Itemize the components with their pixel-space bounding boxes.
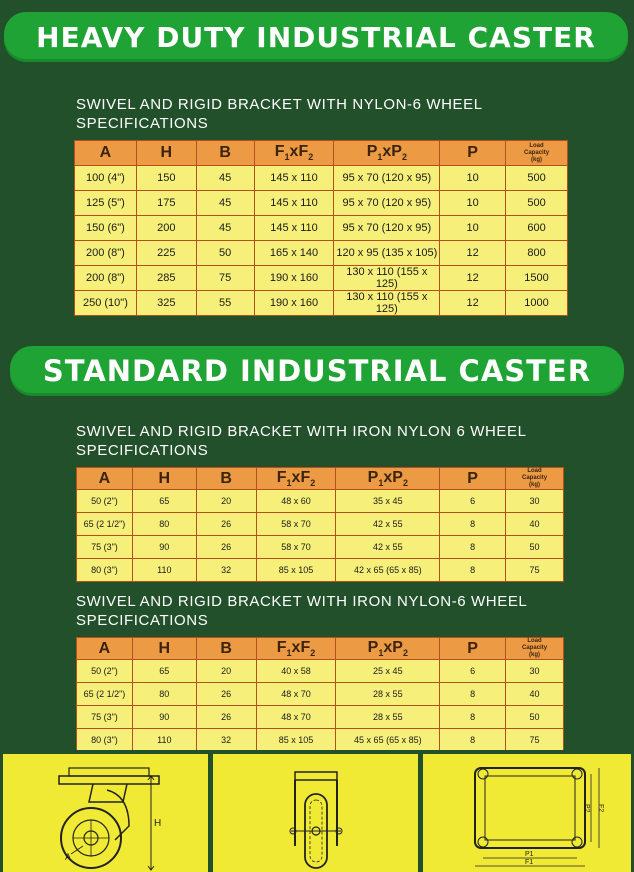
header-x-label: x	[383, 638, 393, 656]
table-cell: 32	[196, 729, 256, 752]
table-cell: 600	[506, 216, 568, 241]
table-cell: 200 (8")	[75, 266, 137, 291]
table-cell: 150	[136, 166, 196, 191]
section2-subtitle	[76, 422, 527, 460]
header-p1-sub: 1	[378, 648, 384, 659]
table-cell: 85 x 105	[256, 729, 336, 752]
table-row	[77, 729, 564, 752]
table-cell: 42 x 55	[336, 536, 440, 559]
table-cell: 8	[440, 729, 506, 752]
table-cell: 75 (3")	[77, 706, 133, 729]
header-cap1: Load	[527, 638, 542, 644]
header-col-capacity	[506, 141, 568, 166]
header-col-h: H	[132, 638, 196, 660]
header-f-label-2: F	[298, 143, 309, 161]
header-x-label: x	[291, 468, 301, 486]
header-p-label: P	[367, 468, 379, 486]
header-p1-sub: 1	[378, 478, 384, 489]
heavy-duty-spec-table	[74, 140, 568, 316]
header-f2-sub: 2	[310, 648, 316, 659]
table-cell: 75	[196, 266, 254, 291]
table-cell: 6	[440, 490, 506, 513]
header-col-b: B	[196, 638, 256, 660]
table-cell: 20	[196, 660, 256, 683]
table-cell: 225	[136, 241, 196, 266]
table-cell: 6	[440, 660, 506, 683]
table-cell: 10	[440, 216, 506, 241]
table-cell: 500	[506, 166, 568, 191]
table-cell: 50	[506, 706, 564, 729]
top-plate-diagram	[423, 754, 631, 872]
table-cell: 120 x 95 (135 x 105)	[334, 241, 440, 266]
table-cell: 165 x 140	[254, 241, 334, 266]
header-col-f	[256, 468, 336, 490]
header-p2-sub: 2	[401, 152, 407, 163]
table-cell: 45	[196, 166, 254, 191]
table-header	[77, 468, 564, 490]
standard-banner: STANDARD INDUSTRIAL CASTER	[10, 346, 624, 396]
table-cell: 35 x 45	[336, 490, 440, 513]
table-cell: 58 x 70	[256, 513, 336, 536]
table-cell: 40	[506, 513, 564, 536]
header-col-b: B	[196, 468, 256, 490]
header-cap1: Load	[529, 142, 544, 149]
table-cell: 42 x 65 (65 x 85)	[336, 559, 440, 582]
table-cell: 75	[506, 729, 564, 752]
table-cell: 90	[132, 536, 196, 559]
header-cap3: (kg)	[529, 482, 541, 488]
table-cell: 8	[440, 536, 506, 559]
table-cell: 500	[506, 191, 568, 216]
table-cell: 50 (2")	[77, 660, 133, 683]
table-cell: 80 (3")	[77, 729, 133, 752]
header-x-label: x	[289, 143, 299, 161]
header-col-p: P	[440, 141, 506, 166]
header-cap2: Capacity	[524, 149, 550, 156]
header-col-p1p2	[336, 468, 440, 490]
header-col-b: B	[196, 141, 254, 166]
header-x-label: x	[291, 638, 301, 656]
header-col-a: A	[77, 468, 133, 490]
header-col-capacity	[506, 468, 564, 490]
table-row	[75, 191, 568, 216]
table-cell: 45 x 65 (65 x 85)	[336, 729, 440, 752]
header-f-label-2: F	[300, 468, 311, 486]
table-cell: 325	[136, 291, 196, 316]
header-x-label: x	[382, 143, 392, 161]
table-cell: 58 x 70	[256, 536, 336, 559]
header-row	[77, 638, 564, 660]
header-p2-sub: 2	[402, 478, 408, 489]
table-row	[77, 660, 564, 683]
swivel-caster-diagram	[3, 754, 208, 872]
table-cell: 145 x 110	[254, 216, 334, 241]
header-f2-sub: 2	[308, 152, 314, 163]
table-row	[77, 683, 564, 706]
header-col-h: H	[136, 141, 196, 166]
table-cell: 45	[196, 191, 254, 216]
diagram-label-p2: P2	[583, 804, 590, 813]
table-cell: 30	[506, 490, 564, 513]
table-cell: 26	[196, 706, 256, 729]
table-cell: 8	[440, 513, 506, 536]
table-cell: 55	[196, 291, 254, 316]
table-cell: 130 x 110 (155 x 125)	[334, 266, 440, 291]
table-header	[77, 638, 564, 660]
header-col-h: H	[132, 468, 196, 490]
header-col-p1p2	[334, 141, 440, 166]
table-cell: 48 x 60	[256, 490, 336, 513]
header-p-label: P	[366, 143, 378, 161]
header-cap3: (kg)	[529, 652, 541, 658]
header-f1-sub: 1	[284, 152, 290, 163]
table-cell: 65	[132, 490, 196, 513]
table-cell: 95 x 70 (120 x 95)	[334, 216, 440, 241]
table-body	[77, 660, 564, 752]
table-row	[75, 266, 568, 291]
header-col-p: P	[440, 638, 506, 660]
table-cell: 50 (2")	[77, 490, 133, 513]
header-col-a: A	[77, 638, 133, 660]
header-f-label: F	[276, 468, 287, 486]
section3-subtitle	[76, 592, 527, 630]
table-row	[77, 706, 564, 729]
table-cell: 40 x 58	[256, 660, 336, 683]
table-cell: 8	[440, 706, 506, 729]
header-cap1: Load	[527, 468, 542, 474]
table-cell: 285	[136, 266, 196, 291]
header-col-a: A	[75, 141, 137, 166]
table-cell: 65	[132, 660, 196, 683]
table-cell: 110	[132, 729, 196, 752]
table-cell: 130 x 110 (155 x 125)	[334, 291, 440, 316]
table-body	[77, 490, 564, 582]
table-row	[77, 559, 564, 582]
diagram-label-p1: P1	[525, 851, 534, 858]
table-cell: 250 (10")	[75, 291, 137, 316]
table-header	[75, 141, 568, 166]
header-cap2: Capacity	[522, 475, 548, 481]
table-cell: 1500	[506, 266, 568, 291]
header-f1-sub: 1	[286, 478, 292, 489]
table-cell: 42 x 55	[336, 513, 440, 536]
header-col-p1p2	[336, 638, 440, 660]
section3-subtitle-line1: SWIVEL AND RIGID BRACKET WITH IRON NYLON-6 WHEEL	[76, 593, 528, 610]
section1-subtitle-line1: SWIVEL AND RIGID BRACKET WITH NYLON-6 WHEEL	[76, 96, 483, 113]
table-cell: 45	[196, 216, 254, 241]
table-cell: 95 x 70 (120 x 95)	[334, 166, 440, 191]
table-cell: 26	[196, 536, 256, 559]
table-cell: 200	[136, 216, 196, 241]
table-cell: 80	[132, 513, 196, 536]
table-cell: 145 x 110	[254, 166, 334, 191]
header-p2-sub: 2	[402, 648, 408, 659]
header-p-label-2: P	[392, 638, 403, 656]
table-cell: 26	[196, 513, 256, 536]
table-row	[75, 216, 568, 241]
table-row	[75, 166, 568, 191]
table-cell: 28 x 55	[336, 706, 440, 729]
diagram-label-f2: F2	[597, 804, 604, 813]
table-cell: 25 x 45	[336, 660, 440, 683]
table-cell: 125 (5")	[75, 191, 137, 216]
header-col-p: P	[440, 468, 506, 490]
table-cell: 12	[440, 241, 506, 266]
table-cell: 40	[506, 683, 564, 706]
section2-subtitle-line2: SPECIFICATIONS	[76, 442, 209, 459]
table-cell: 26	[196, 683, 256, 706]
table-row	[77, 536, 564, 559]
table-cell: 10	[440, 191, 506, 216]
table-cell: 30	[506, 660, 564, 683]
header-x-label: x	[383, 468, 393, 486]
section2-subtitle-line1: SWIVEL AND RIGID BRACKET WITH IRON NYLON 6 WHEEL	[76, 423, 527, 440]
table-cell: 95 x 70 (120 x 95)	[334, 191, 440, 216]
header-col-capacity	[506, 638, 564, 660]
header-cap3: (kg)	[531, 156, 543, 163]
diagram-label-f1: F1	[525, 859, 534, 866]
table-cell: 1000	[506, 291, 568, 316]
table-cell: 10	[440, 166, 506, 191]
table-cell: 12	[440, 266, 506, 291]
table-cell: 65 (2 1/2")	[77, 513, 133, 536]
table-cell: 12	[440, 291, 506, 316]
header-col-f	[254, 141, 334, 166]
standard-spec-table-2	[76, 637, 564, 752]
table-cell: 75 (3")	[77, 536, 133, 559]
table-row	[77, 513, 564, 536]
table-cell: 80	[132, 683, 196, 706]
header-f2-sub: 2	[310, 478, 316, 489]
header-f-label: F	[276, 638, 287, 656]
table-cell: 190 x 160	[254, 266, 334, 291]
table-cell: 150 (6")	[75, 216, 137, 241]
header-p-label-2: P	[392, 468, 403, 486]
table-cell: 110	[132, 559, 196, 582]
table-cell: 32	[196, 559, 256, 582]
header-p-label-2: P	[391, 143, 402, 161]
diagram-label-a: A	[65, 852, 72, 862]
heavy-duty-banner: HEAVY DUTY INDUSTRIAL CASTER	[4, 12, 628, 62]
table-cell: 85 x 105	[256, 559, 336, 582]
section1-subtitle-line2: SPECIFICATIONS	[76, 115, 209, 132]
table-cell: 145 x 110	[254, 191, 334, 216]
section1-subtitle	[76, 95, 483, 133]
header-cap2: Capacity	[522, 645, 548, 651]
table-cell: 75	[506, 559, 564, 582]
table-cell: 800	[506, 241, 568, 266]
table-body	[75, 166, 568, 316]
header-p1-sub: 1	[377, 152, 383, 163]
section3-subtitle-line2: SPECIFICATIONS	[76, 612, 209, 629]
table-cell: 50	[506, 536, 564, 559]
table-row	[77, 490, 564, 513]
table-cell: 50	[196, 241, 254, 266]
diagram-label-h: H	[154, 818, 162, 829]
header-col-f	[256, 638, 336, 660]
header-row	[77, 468, 564, 490]
table-cell: 190 x 160	[254, 291, 334, 316]
header-p-label: P	[367, 638, 379, 656]
header-f1-sub: 1	[286, 648, 292, 659]
table-cell: 200 (8")	[75, 241, 137, 266]
table-cell: 48 x 70	[256, 706, 336, 729]
header-f-label: F	[274, 143, 285, 161]
table-cell: 8	[440, 683, 506, 706]
header-row	[75, 141, 568, 166]
table-cell: 175	[136, 191, 196, 216]
table-cell: 80 (3")	[77, 559, 133, 582]
table-row	[75, 291, 568, 316]
diagram-strip	[0, 750, 634, 872]
table-cell: 65 (2 1/2")	[77, 683, 133, 706]
table-cell: 28 x 55	[336, 683, 440, 706]
standard-spec-table-1	[76, 467, 564, 582]
table-cell: 8	[440, 559, 506, 582]
table-cell: 48 x 70	[256, 683, 336, 706]
table-cell: 90	[132, 706, 196, 729]
table-row	[75, 241, 568, 266]
table-cell: 20	[196, 490, 256, 513]
rigid-caster-diagram	[213, 754, 418, 872]
table-cell: 100 (4")	[75, 166, 137, 191]
header-f-label-2: F	[300, 638, 311, 656]
